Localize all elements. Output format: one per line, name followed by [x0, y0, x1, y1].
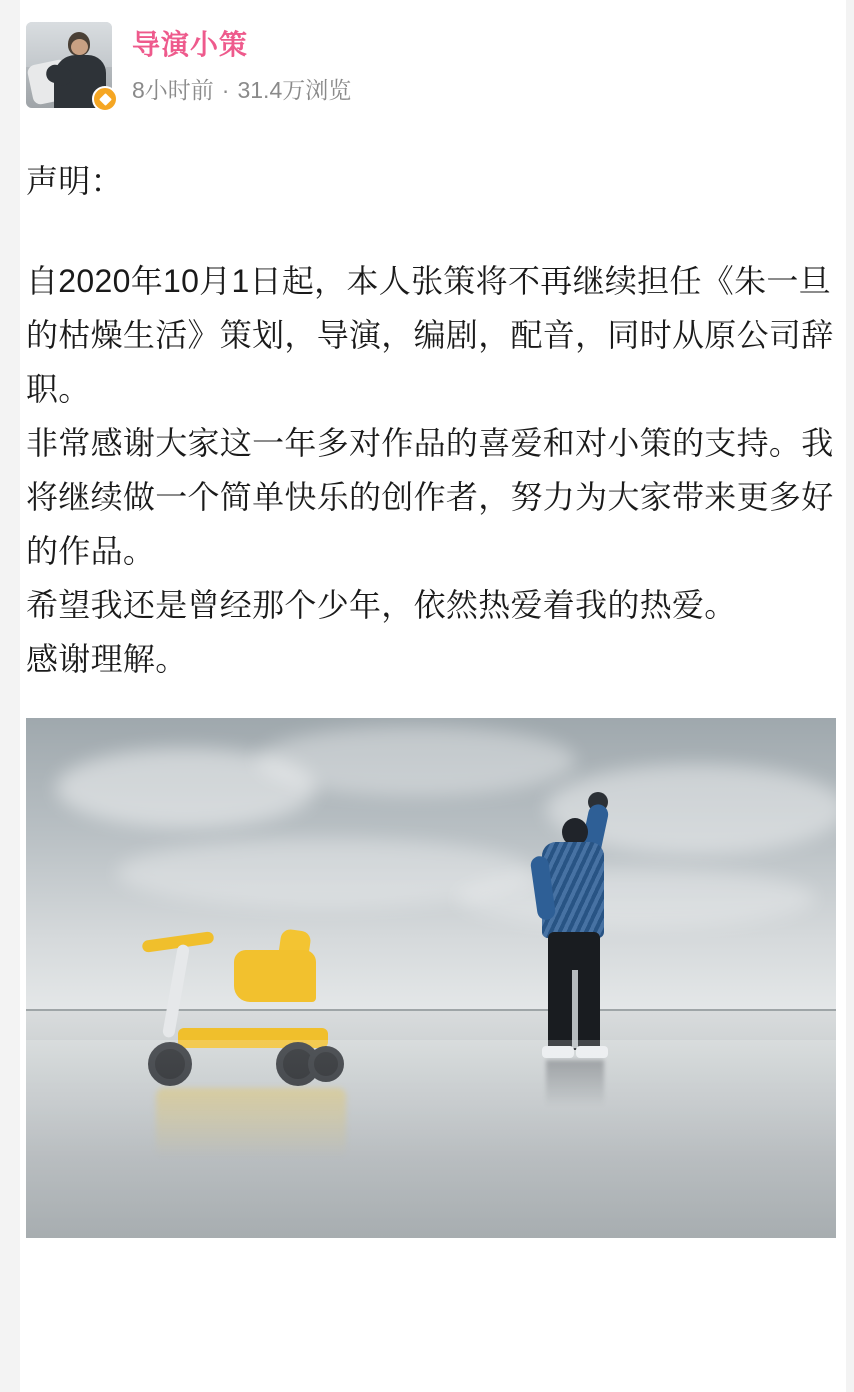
- cloud: [456, 868, 816, 928]
- post-header: [26, 0, 846, 108]
- scooter-reflection: [156, 1088, 346, 1158]
- avatar[interactable]: [26, 22, 112, 108]
- post-card: [20, 0, 846, 1392]
- person-graphic: [526, 810, 622, 1110]
- avatar-person-face: [71, 39, 88, 55]
- cloud: [256, 726, 576, 796]
- person-leg-gap: [572, 970, 578, 1048]
- page-gutter-left: [0, 0, 20, 1392]
- post-time: 8小时前: [132, 77, 214, 103]
- person-right-shoe: [576, 1046, 608, 1058]
- badge-diamond-glyph: [99, 93, 112, 106]
- scooter-front-wheel: [148, 1042, 192, 1086]
- scooter-graphic: [126, 930, 356, 1098]
- author-name[interactable]: 导演小策: [132, 29, 249, 60]
- post-header-text: [132, 22, 351, 104]
- scooter-steering-column: [162, 944, 190, 1039]
- post-views: 31.4万浏览: [237, 77, 352, 103]
- post-paragraph-2: 非常感谢大家这一年多对作品的喜爱和对小策的支持。我将继续做一个简单快乐的创作者，努力为大家带来更多好的作品。: [26, 425, 834, 569]
- person-left-shoe: [542, 1046, 574, 1058]
- scooter-seat: [234, 950, 316, 1002]
- meta-separator: ·: [221, 77, 230, 103]
- post-paragraph-3: 希望我还是曾经那个少年，依然热爱着我的热爱。: [26, 587, 737, 623]
- post-paragraph-4: 感谢理解。: [26, 641, 188, 677]
- person-reflection: [546, 1060, 604, 1106]
- verified-badge-icon: [92, 86, 118, 112]
- post-paragraph-1: 自2020年10月1日起，本人张策将不再继续担任《朱一旦的枯燥生活》策划，导演，编剧，配音，同时从原公司辞职。: [26, 263, 834, 407]
- scooter-rear-wheel: [308, 1046, 344, 1082]
- page-gutter-right: [846, 0, 854, 1392]
- post-paragraph-0: 声明：: [26, 163, 123, 199]
- post-body: [26, 154, 836, 686]
- post-image[interactable]: [26, 718, 836, 1238]
- post-meta: [132, 76, 351, 104]
